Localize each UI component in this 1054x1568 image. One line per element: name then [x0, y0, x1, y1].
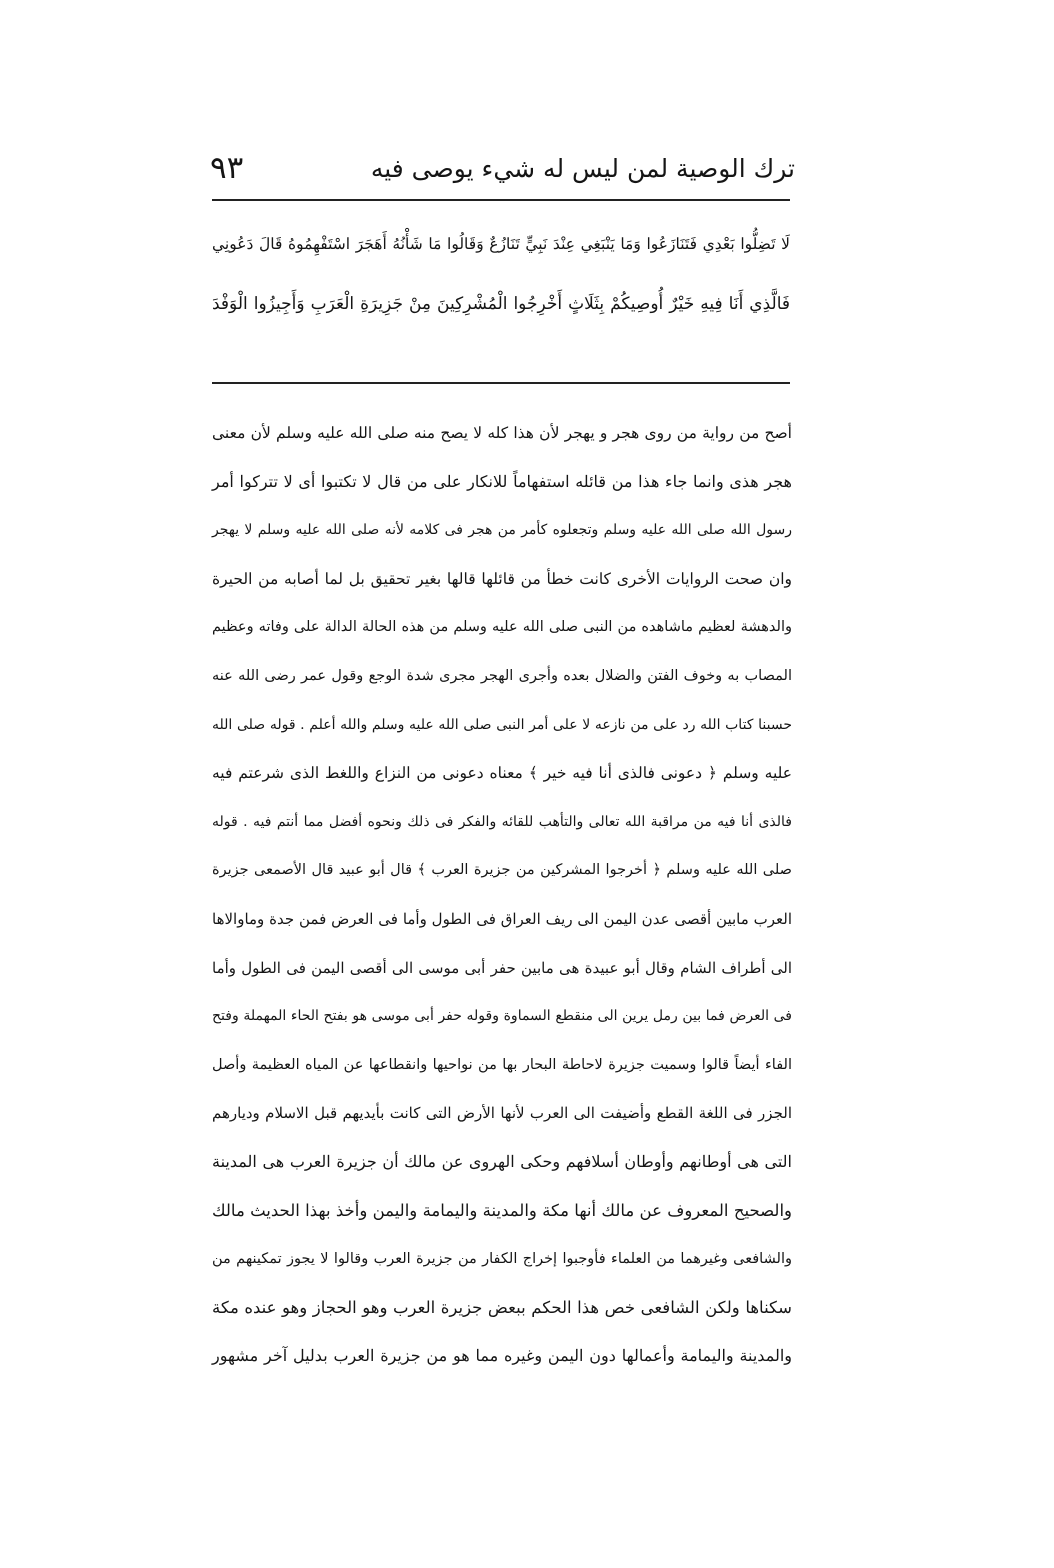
- commentary-line: والمدينة واليمامة وأعمالها دون اليمن وغيره مما هو من جزيرة العرب بدليل آخر مشهور: [212, 1346, 792, 1366]
- header-divider: [212, 199, 790, 201]
- hadith-text: [212, 214, 790, 334]
- commentary-line: والصحيح المعروف عن مالك أنها مكة والمدينة واليمامة واليمن وأخذ بهذا الحديث مالك: [212, 1200, 792, 1220]
- commentary-line: سكناها ولكن الشافعى خص هذا الحكم ببعض جزيرة العرب وهو الحجاز وهو عنده مكة: [212, 1297, 792, 1317]
- commentary-line: والشافعى وغيرهما من العلماء فأوجبوا إخراج الكفار من جزيرة العرب وقالوا لا يجوز تمكينهم من: [212, 1251, 792, 1268]
- commentary-line: حسبنا كتاب الله رد على من نازعه لا على أمر النبى صلى الله عليه وسلم والله أعلم . قوله صلى الله: [212, 716, 792, 733]
- commentary-line: التى هى أوطانهم وأوطان أسلافهم وحكى الهروى عن مالك أن جزيرة العرب هى المدينة: [212, 1151, 792, 1171]
- commentary-line: المصاب به وخوف الفتن والضلال بعده وأجرى الهجر مجرى شدة الوجع وقول عمر رضى الله عنه: [212, 667, 792, 684]
- commentary-line: الى أطراف الشام وقال أبو عبيدة هى مابين حفر أبى موسى الى أقصى اليمن فى الطول وأما: [212, 958, 792, 977]
- commentary-line: هجر هذى وانما جاء هذا من قائله استفهاماً للانكار على من قال لا تكتبوا أى لا تتركوا أمر: [212, 471, 792, 491]
- commentary-line: عليه وسلم ﴿ دعونى فالذى أنا فيه خير ﴾ معناه دعونى من النزاع واللغط الذى شرعتم فيه: [212, 764, 792, 783]
- page-header: [210, 140, 795, 196]
- commentary-line: الفاء أيضاً قالوا وسميت جزيرة لاحاطة البحار بها من نواحيها وانقطاعها عن المياه العظيمة وأصل: [212, 1056, 792, 1073]
- commentary-line: أصح من رواية من روى هجر و يهجر لأن هذا كله لا يصح منه صلى الله عليه وسلم لأن معنى: [212, 424, 792, 442]
- hadith-line: فَالَّذِي أَنَا فِيهِ خَيْرٌ أُوصِيكُمْ بِثَلَاثٍ أَخْرِجُوا الْمُشْرِكِينَ مِنْ جَزِيرَةِ الْعَرَبِ وَأَجِيزُوا الْوَفْدَ: [212, 294, 790, 314]
- hadith-line: لَا تَضِلُّوا بَعْدِي فَتَنَازَعُوا وَمَا يَنْبَغِي عِنْدَ نَبِيٍّ تَنَازُعٌ وَقَالُوا مَا شَأْنُهُ أَهَجَرَ اسْتَفْهِمُوهُ قَالَ دَعُونِي: [212, 235, 790, 253]
- section-divider: [212, 382, 790, 384]
- commentary-line: رسول الله صلى الله عليه وسلم وتجعلوه كأمر من هجر فى كلامه لأنه صلى الله عليه وسلم لا يهجر: [212, 522, 792, 539]
- commentary-line: فى العرض فما بين رمل يرين الى منقطع السماوة وقوله حفر أبى موسى هو بفتح الحاء المهملة وفتح: [212, 1008, 792, 1025]
- commentary-line: والدهشة لعظيم ماشاهده من النبى صلى الله عليه وسلم من هذه الحالة الدالة على وفاته وعظيم: [212, 619, 792, 636]
- commentary-line: العرب مابين أقصى عدن اليمن الى ريف العراق فى الطول وأما فى العرض فمن جدة وماوالاها: [212, 909, 792, 928]
- commentary-text: [212, 409, 792, 1381]
- commentary-line: الجزر فى اللغة القطع وأضيفت الى العرب لأنها الأرض التى كانت بأيديهم قبل الاسلام وديارهم: [212, 1104, 792, 1123]
- commentary-line: صلى الله عليه وسلم ﴿ أخرجوا المشركين من جزيرة العرب ﴾ قال أبو عبيد قال الأصمعى جزيرة: [212, 862, 792, 879]
- commentary-line: وان صحت الروايات الأخرى كانت خطأ من قائلها قالها بغير تحقيق بل لما أصابه من الحيرة: [212, 569, 792, 588]
- commentary-line: فالذى أنا فيه من مراقبة الله تعالى والتأهب للقائه والفكر فى ذلك ونحوه أفضل مما أنتم فيه . قوله: [212, 813, 792, 830]
- page-number: ٩٣: [210, 150, 244, 186]
- running-title: ترك الوصية لمن ليس له شيء يوصى فيه: [370, 153, 795, 183]
